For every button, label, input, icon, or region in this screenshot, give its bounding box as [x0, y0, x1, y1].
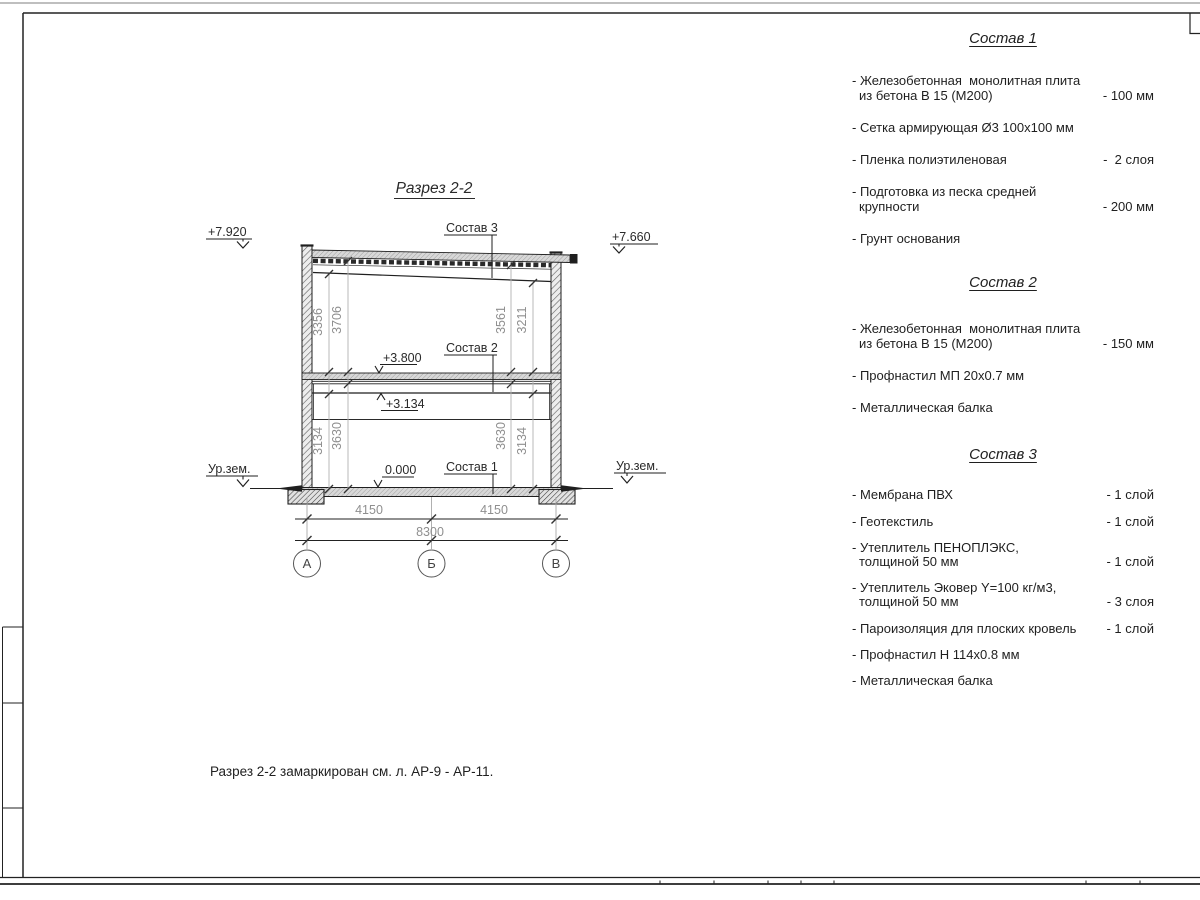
material-item: - Железобетонная монолитная плита из бетона В 15 (М200) - 150 мм — [852, 321, 1154, 351]
reference-note: Разрез 2-2 замаркирован см. л. АР-9 - АР-11. — [210, 764, 494, 779]
level-3134: +3.134 — [386, 397, 425, 411]
callout-sostav1: Состав 1 — [446, 460, 498, 474]
axis-letter-v: В — [551, 556, 561, 571]
elevation-check-mark — [237, 242, 249, 249]
composition-section-2 — [852, 274, 1154, 432]
level-0000: 0.000 — [385, 463, 417, 477]
material-item: - Железобетонная монолитная плита из бетона В 15 (М200) - 100 мм — [852, 73, 1154, 103]
ground-level-left: Ур.зем. — [208, 462, 251, 476]
horizontal-dimensions — [295, 497, 568, 549]
material-value: - 1 слой — [1106, 487, 1154, 502]
callout-sostav2: Состав 2 — [446, 341, 498, 355]
roof-slab — [312, 250, 578, 282]
hdim-8300: 8300 — [416, 525, 444, 539]
material-item: - Подготовка из песка средней крупности - 200 мм — [852, 184, 1154, 214]
vdim-3356: 3356 — [311, 308, 325, 336]
vdim-3211: 3211 — [515, 306, 529, 334]
material-item: - Пленка полиэтиленовая - 2 слоя — [852, 152, 1154, 167]
axis-markers — [294, 550, 570, 577]
material-item: - Профнастил Н 114х0.8 мм — [852, 647, 1020, 662]
roof-end-cap — [570, 254, 578, 264]
material-item: - Утеплитель ПЕНОПЛЭКС, толщиной 50 мм - 1 слой — [852, 540, 1154, 569]
floor-slab — [302, 373, 561, 420]
material-item: - Мембрана ПВХ - 1 слой — [852, 487, 1154, 502]
composition-3-heading: Состав 3 — [969, 446, 1037, 463]
vdim-3134-right: 3134 — [515, 427, 529, 455]
material-value: - 150 мм — [1102, 336, 1154, 351]
elev-7660: +7.660 — [612, 230, 651, 244]
material-item: - Профнастил МП 20х0.7 мм — [852, 368, 1025, 383]
axis-letter-b: Б — [427, 556, 436, 571]
composition-1-heading: Состав 1 — [969, 30, 1037, 47]
composition-section-1 — [852, 30, 1154, 263]
material-value: - 1 слой — [1106, 621, 1154, 636]
material-value: - 1 слой — [1106, 514, 1154, 529]
roof-beam-line — [313, 273, 551, 282]
material-item: - Сетка армирующая Ø3 100х100 мм — [852, 120, 1074, 135]
elevation-check-mark — [621, 476, 633, 483]
foundation-left — [288, 490, 324, 505]
building-section — [206, 221, 666, 577]
level-3800: +3.800 — [383, 351, 422, 365]
vdim-3134-left: 3134 — [311, 427, 325, 455]
axis-letter-a: А — [302, 556, 312, 571]
material-value: - 200 мм — [1102, 199, 1154, 214]
interior-levels — [374, 351, 425, 487]
material-value: - 3 слоя — [1106, 594, 1154, 609]
vdim-3561: 3561 — [494, 306, 508, 334]
material-value: - 1 слой — [1106, 554, 1154, 569]
elev-7920: +7.920 — [208, 225, 247, 239]
material-item: - Грунт основания — [852, 231, 961, 246]
elevation-check-mark — [237, 480, 249, 487]
hdim-4150-right: 4150 — [480, 503, 508, 517]
vdim-3630-left: 3630 — [330, 422, 344, 450]
composition-2-heading: Состав 2 — [969, 274, 1037, 291]
elevation-check-mark — [613, 247, 625, 254]
drawing-title: Разрез 2-2 — [395, 180, 473, 197]
left-margin-cells — [3, 627, 24, 878]
material-item: - Пароизоляция для плоских кровель - 1 слой — [852, 621, 1154, 636]
frame-corner-box — [1190, 13, 1200, 34]
ground-level-right: Ур.зем. — [616, 459, 659, 473]
hdim-4150-left: 4150 — [355, 503, 383, 517]
material-item: - Металлическая балка — [852, 673, 993, 688]
material-item: - Металлическая балка — [852, 400, 993, 415]
callout-sostav3: Состав 3 — [446, 221, 498, 235]
vdim-3630-right: 3630 — [494, 422, 508, 450]
material-value: - 2 слоя — [1103, 152, 1154, 167]
material-item: - Геотекстиль - 1 слой — [852, 514, 1154, 529]
material-item: - Утеплитель Эковер Y=100 кг/м3, толщиной 50 мм - 3 слоя — [852, 580, 1154, 609]
material-value: - 100 мм — [1102, 88, 1154, 103]
foundation-right — [539, 490, 575, 505]
level-arrow-down — [374, 480, 382, 487]
vdim-3706: 3706 — [330, 306, 344, 334]
composition-section-3 — [852, 446, 1154, 700]
level-arrow-up — [377, 394, 385, 400]
level-arrow-down — [375, 366, 383, 373]
